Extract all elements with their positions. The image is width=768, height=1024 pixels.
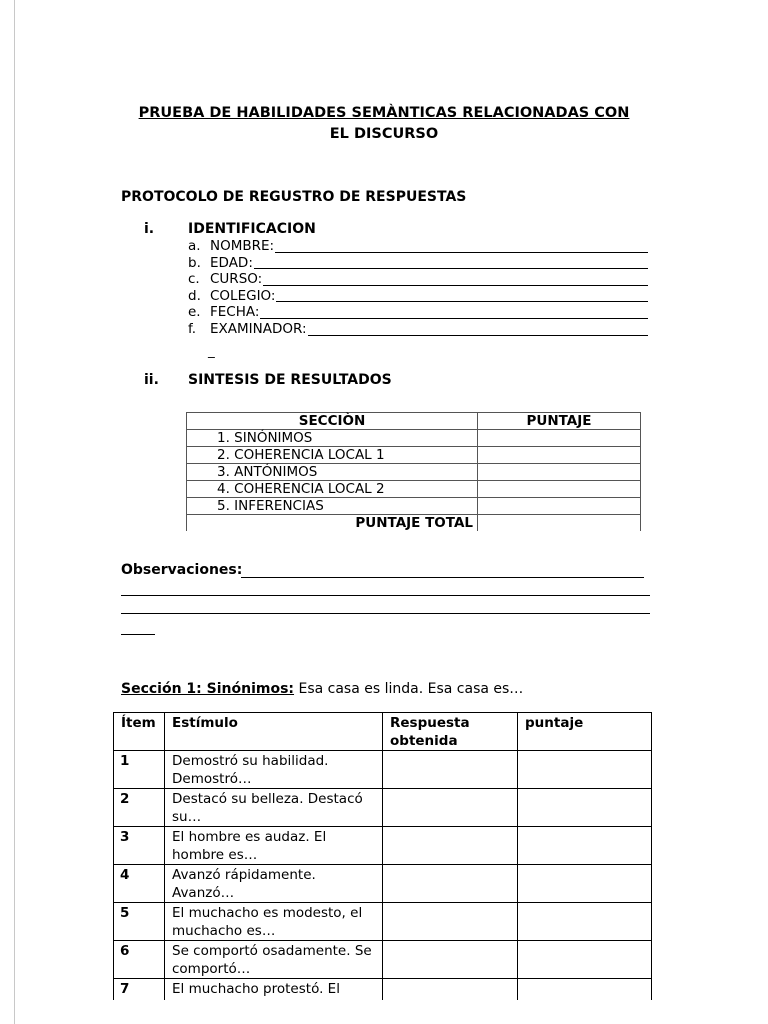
item-row <box>114 789 652 827</box>
field-letter: d. <box>188 287 201 304</box>
field-label: NOMBRE: <box>210 238 275 254</box>
item-number: 7 <box>114 979 165 1001</box>
field-blank-line[interactable] <box>260 304 648 319</box>
protocol-heading: PROTOCOLO DE REGUSTRO DE RESPUESTAS <box>121 189 467 205</box>
response-cell[interactable] <box>383 827 518 865</box>
section-name: 1. SINÓNIMOS <box>187 430 478 447</box>
score-cell[interactable] <box>518 941 652 979</box>
item-stimulus: El muchacho protestó. El <box>165 979 383 1001</box>
header-estimulo: Estímulo <box>165 713 383 751</box>
field-label: CURSO: <box>210 271 263 288</box>
field-letter: a. <box>188 238 201 254</box>
observations-label: Observaciones: <box>121 562 243 578</box>
page-edge-line <box>14 0 15 1024</box>
identification-field[interactable] <box>188 238 648 255</box>
summary-row <box>187 447 641 464</box>
field-label: EDAD: <box>210 254 253 271</box>
response-cell[interactable] <box>383 789 518 827</box>
field-letter: e. <box>188 304 201 321</box>
observations-line[interactable] <box>121 634 155 635</box>
item-number: 5 <box>114 903 165 941</box>
identification-field[interactable] <box>188 288 648 305</box>
field-label: EXAMINADOR: <box>210 320 307 337</box>
field-letter: b. <box>188 254 201 271</box>
item-row <box>114 979 652 1001</box>
field-blank-line[interactable] <box>275 238 648 253</box>
item-row <box>114 827 652 865</box>
header-seccion: SECCIÒN <box>187 413 478 430</box>
field-label: COLEGIO: <box>210 287 276 304</box>
summary-total-row <box>187 515 641 532</box>
observations-line[interactable] <box>121 595 650 596</box>
section-i-heading: IDENTIFICACION <box>188 221 316 237</box>
item-stimulus: Destacó su belleza. Destacó su… <box>165 789 383 827</box>
items-header-row <box>114 713 652 751</box>
synonyms-items-table <box>113 712 652 1000</box>
item-stimulus: Se comportó osadamente. Se comportó… <box>165 941 383 979</box>
document-title-line-1: PRUEBA DE HABILIDADES SEMÀNTICAS RELACIONADAS CON <box>138 105 630 121</box>
section-1-heading <box>121 681 523 697</box>
score-cell[interactable] <box>518 751 652 789</box>
header-puntaje: puntaje <box>518 713 652 751</box>
item-number: 6 <box>114 941 165 979</box>
item-number: 4 <box>114 865 165 903</box>
results-summary-table <box>186 412 641 531</box>
section-1-label: Sección 1: Sinónimos: <box>121 681 295 697</box>
item-row <box>114 865 652 903</box>
score-cell[interactable] <box>478 464 641 481</box>
summary-header-row <box>187 413 641 430</box>
field-letter: f. <box>188 320 197 337</box>
total-score-cell[interactable] <box>478 515 641 532</box>
observations-line[interactable] <box>241 577 644 578</box>
identification-field[interactable] <box>188 321 648 338</box>
section-name: 2. COHERENCIA LOCAL 1 <box>187 447 478 464</box>
response-cell[interactable] <box>383 751 518 789</box>
header-puntaje: PUNTAJE <box>478 413 641 430</box>
item-stimulus: Avanzó rápidamente. Avanzó… <box>165 865 383 903</box>
field-label: FECHA: <box>210 304 260 321</box>
response-cell[interactable] <box>383 979 518 1001</box>
document-title-line-2: EL DISCURSO <box>329 126 439 142</box>
item-number: 1 <box>114 751 165 789</box>
header-item: Ítem <box>114 713 165 751</box>
observations-line[interactable] <box>121 613 650 614</box>
score-cell[interactable] <box>478 481 641 498</box>
section-name: 5. INFERENCIAS <box>187 498 478 515</box>
item-stimulus: Demostró su habilidad. Demostró… <box>165 751 383 789</box>
score-cell[interactable] <box>518 979 652 1001</box>
field-blank-line[interactable] <box>276 288 648 303</box>
summary-row <box>187 481 641 498</box>
item-stimulus: El hombre es audaz. El hombre es… <box>165 827 383 865</box>
section-1-instruction: Esa casa es linda. Esa casa es… <box>294 681 524 697</box>
item-row <box>114 751 652 789</box>
score-cell[interactable] <box>518 865 652 903</box>
score-cell[interactable] <box>478 498 641 515</box>
header-respuesta: Respuesta obtenida <box>383 713 518 751</box>
field-letter: c. <box>188 271 200 288</box>
identification-fields <box>188 238 648 338</box>
identification-field[interactable] <box>188 255 648 272</box>
section-i-numeral: i. <box>144 221 155 237</box>
section-ii-heading: SINTESIS DE RESULTADOS <box>188 372 392 388</box>
section-name: 4. COHERENCIA LOCAL 2 <box>187 481 478 498</box>
field-blank-line[interactable] <box>263 271 648 286</box>
response-cell[interactable] <box>383 941 518 979</box>
score-cell[interactable] <box>478 430 641 447</box>
score-cell[interactable] <box>478 447 641 464</box>
summary-row <box>187 498 641 515</box>
item-number: 2 <box>114 789 165 827</box>
stray-underscore: _ <box>208 343 215 359</box>
total-label: PUNTAJE TOTAL <box>187 515 478 532</box>
summary-row <box>187 430 641 447</box>
item-stimulus: El muchacho es modesto, el muchacho es… <box>165 903 383 941</box>
section-name: 3. ANTÓNIMOS <box>187 464 478 481</box>
score-cell[interactable] <box>518 789 652 827</box>
response-cell[interactable] <box>383 903 518 941</box>
summary-row <box>187 464 641 481</box>
identification-field[interactable] <box>188 304 648 321</box>
item-number: 3 <box>114 827 165 865</box>
field-blank-line[interactable] <box>308 321 648 336</box>
item-row <box>114 903 652 941</box>
item-row <box>114 941 652 979</box>
response-cell[interactable] <box>383 865 518 903</box>
identification-field[interactable] <box>188 271 648 288</box>
field-blank-line[interactable] <box>254 255 648 270</box>
section-ii-numeral: ii. <box>144 372 159 388</box>
score-cell[interactable] <box>518 827 652 865</box>
score-cell[interactable] <box>518 903 652 941</box>
